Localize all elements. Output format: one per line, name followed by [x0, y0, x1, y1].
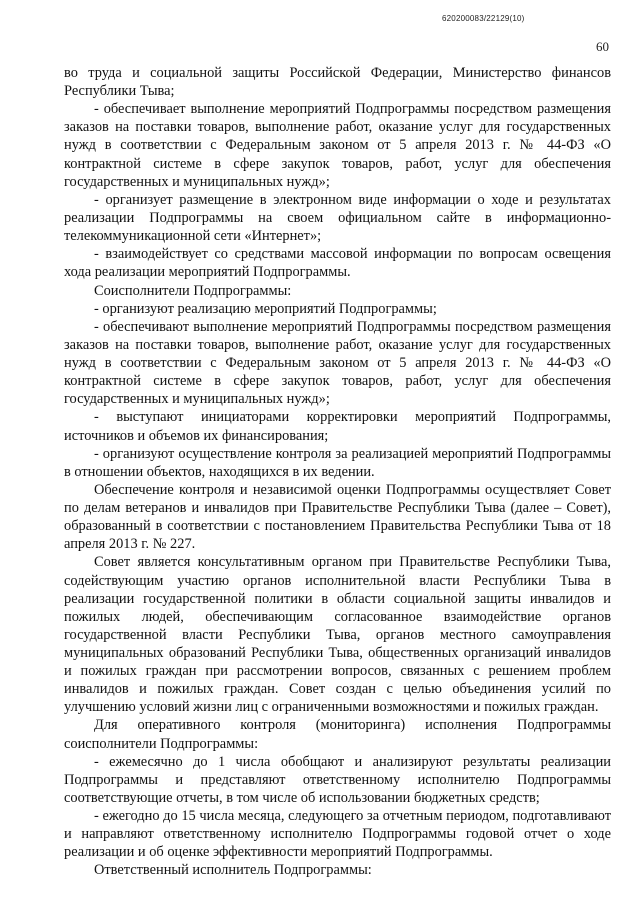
paragraph: Для оперативного контроля (мониторинга) исполнения Подпрограммы соисполнители Подпрограммы: [64, 717, 611, 752]
paragraph: - выступают инициаторами корректировки мероприятий Подпрограммы, источников и объемов их финансирования; [64, 409, 611, 444]
paragraph: - организует размещение в электронном виде информации о ходе и результатах реализации Подпрограммы на своем официальном сайте в информационно-телекоммуникационной сети «Интернет»; [64, 191, 611, 245]
paragraph: - ежегодно до 15 числа месяца, следующего за отчетным периодом, подготавливают и направляют ответственному исполнителю Подпрограммы годовой отчет о ходе реализации и об оценке эффективности мероприятий Подпрограммы. [64, 808, 611, 861]
document-body [64, 64, 611, 880]
page-number: 60 [596, 39, 609, 54]
paragraph: - обеспечивают выполнение мероприятий Подпрограммы посредством размещения заказов на поставки товаров, выполнение работ, оказание услуг для государственных нужд в соответствии с Федеральным законом от 5 апреля 2013 г. № 44-ФЗ «О контрактной системе в сфере закупок товаров, работ, услуг для обеспечения государственных и муниципальных нужд»; [64, 318, 611, 408]
paragraph: - организуют реализацию мероприятий Подпрограммы; [94, 300, 437, 317]
paragraph: Ответственный исполнитель Подпрограммы: [94, 862, 372, 879]
paragraph: - обеспечивает выполнение мероприятий Подпрограммы посредством размещения заказов на поставки товаров, выполнение работ, оказание услуг для государственных нужд в соответствии с Федеральным законом от 5 апреля 2013 г. № 44-ФЗ «О контрактной системе в сфере закупок товаров, работ, услуг для обеспечения государственных и муниципальных нужд»; [64, 101, 611, 190]
paragraph: Совет является консультативным органом при Правительстве Республики Тыва, содействующим участию органов исполнительной власти Республики Тыва в реализации государственной политики в области социальной защиты инвалидов и пожилых людей, обеспечивающим согласованное взаимодействие органов государственной власти Республики Тыва, органов местного самоуправления муниципальных образований Республики Тыва, общественных организаций инвалидов и пожилых граждан при рассмотрении вопросов, связанных с решением проблем инвалидов и пожилых граждан. Совет создан с целью объединения усилий по улучшению условий жизни лиц с ограниченными возможностями и пожилых граждан. [64, 554, 611, 716]
paragraph: - организуют осуществление контроля за реализацией мероприятий Подпрограммы в отношении объектов, находящихся в их ведении. [64, 445, 611, 480]
paragraph: во труда и социальной защиты Российской Федерации, Министерство финансов Республики Тыва; [64, 65, 611, 100]
document-number: 620200083/22129(10) [442, 14, 525, 23]
paragraph: - ежемесячно до 1 числа обобщают и анализируют результаты реализации Подпрограммы и представляют ответственному исполнителю Подпрограммы соответствующие отчеты, в том числе об использовании бюджетных средств; [64, 753, 611, 806]
paragraph: - взаимодействует со средствами массовой информации по вопросам освещения хода реализации мероприятий Подпрограммы. [64, 246, 611, 281]
paragraph: Обеспечение контроля и независимой оценки Подпрограммы осуществляет Совет по делам ветеранов и инвалидов при Правительстве Республики Тыва (далее – Совет), образованный в соответствии с постановлением Правительства Республики Тыва от 18 апреля 2013 г. № 227. [64, 482, 611, 553]
paragraph: Соисполнители Подпрограммы: [94, 282, 292, 299]
